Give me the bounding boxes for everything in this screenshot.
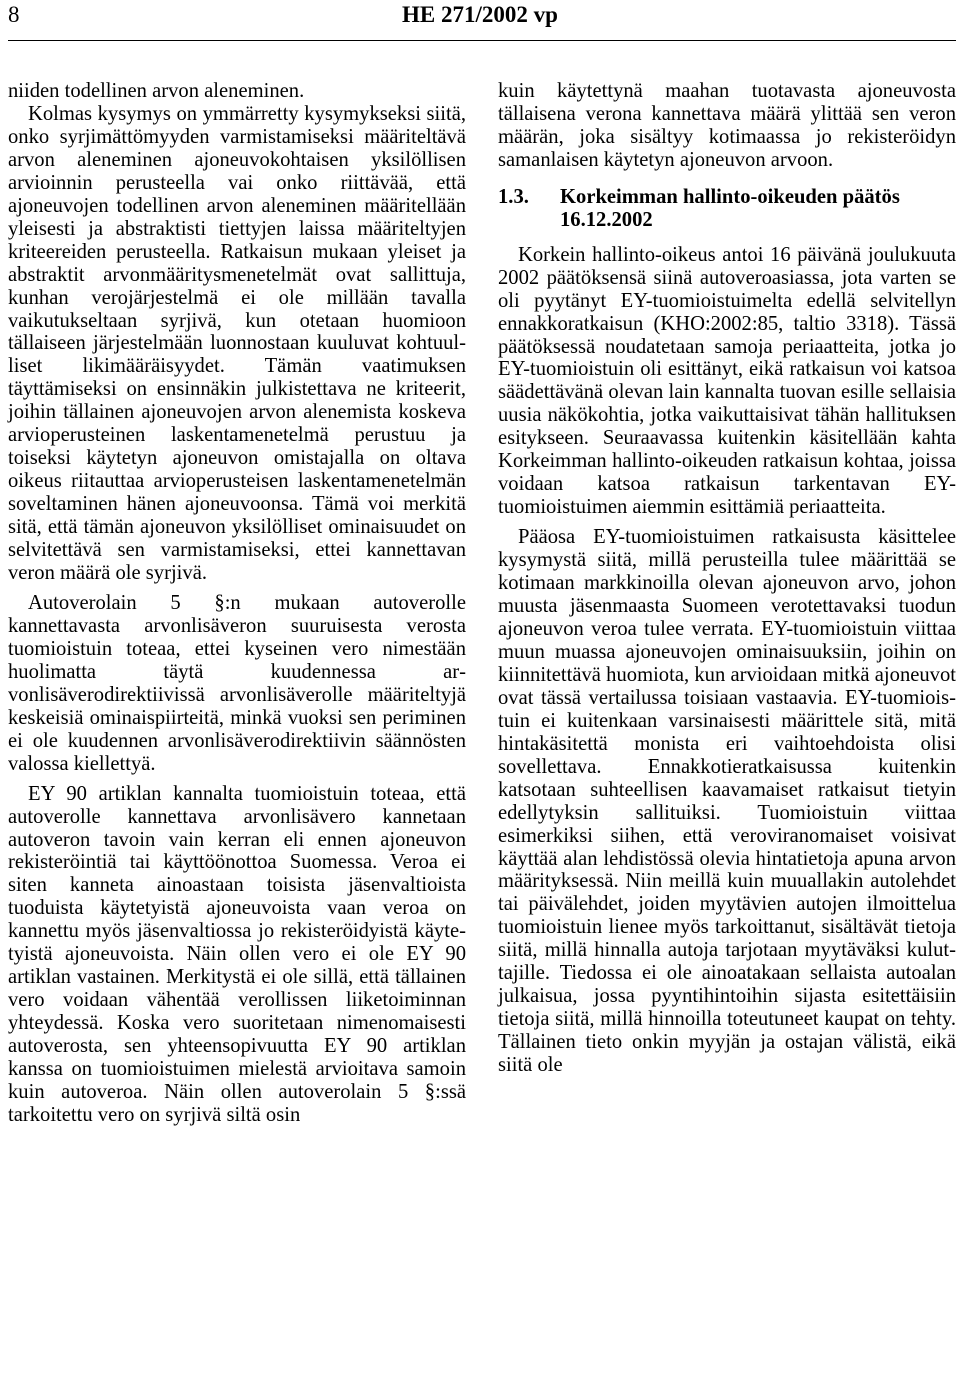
section-heading bbox=[498, 186, 956, 232]
paragraph: EY 90 artiklan kannalta tuomioistuin toteaa, että autoverolle kannettava arvonlisävero kannetaan autoveron tavoin vain kerran eli ennen ajoneuvon rekisteröintiä tai käyttöönottoa Suomessa. Veroa ei siten kanneta ainoastaan toisista jäsenvaltioista tuoduista käytetyistä ajoneuvoista vaan veroa on kannettu myös jäsenvaltiossa jo rekisteröidyistä käytetyistä ajoneuvoista. Näin ollen vero ei ole EY 90 artiklan vastainen. Merkitystä ei ole sillä, että tällainen vero voidaan vähentää verollissen liiketoiminnan yhteydessä. Koska vero suoritetaan nimenomaisesti autoverosta, sen yhteensopivuutta EY 90 artiklan kanssa on tuomioistuimen mielestä arvioitava samoin kuin autoveroa. Näin ollen autoverolain 5 §:ssä tarkoitettu vero on syrjivä siltä osin bbox=[8, 782, 466, 1126]
paragraph: kuin käytettynä maahan tuotavasta ajoneuvosta tällaisena verona kannettava määrä ylittää sen veron määrän, joka sisältyy kotimaassa jo rekisteröidyn samanlaisen käytetyn ajoneuvon arvoon. bbox=[498, 80, 956, 171]
paragraph: Autoverolain 5 §:n mukaan autoverolle kannettavasta arvonlisäveron suuruisesta verosta tuomioistuin toteaa, ettei kyseinen vero nimestään huolimatta täytä kuudennessa arvonlisäverodirektiivissä arvonlisäverolle määriteltyjä keskeisiä ominaispiirteitä, minkä vuoksi sen periminen ei ole kuudennen arvonlisäverodirektiivin säännösten valossa kiellettyä. bbox=[8, 591, 466, 775]
right-column bbox=[498, 80, 956, 1077]
document-id: HE 271/2002 vp bbox=[402, 2, 558, 27]
left-column bbox=[8, 80, 466, 1127]
page-header bbox=[0, 0, 960, 40]
paragraph: Pääosa EY-tuomioistuimen ratkaisusta käsittelee kysymystä siitä, millä perusteilla tulee määrittää se kotimaan markkinoilla olevan ajoneuvon arvo, johon muusta jäsenmaasta Suomeen verotettavaksi tuodun ajoneuvon veroa tulee verrata. EY-tuomioistuin viittaa muun muassa ajoneuvojen ominaisuuksiin, joihin on kiinnitettävä huomiota, kun arvioidaan mitkä ajoneuvot ovat tässä vertailussa toisiaan vastaavia. EY-tuomioistuin ei kuitenkaan varsinaisesti määrittele sitä, mitä hintakäsitettä monista eri vaihtoehdoista olisi sovellettava. Ennakkotieratkaisussa kuitenkin katsotaan suhteellisen kaavamaiset ratkaisut tietyin edellytyksin sallituiksi. Tuomioistuin viittaa esimerkiksi siihen, että veroviranomaiset voisivat käyttää alan lehdistössä olevia hintatietoja apuna arvon määrityksessä. Niin meillä kuin muuallakin autolehdet tai päivälehdet, joiden myytävien autojen ilmoittelua tuomioistuin lienee myös tarkoittanut, sisältävät tietoja siitä, millä hinnalla autoja tarjotaan myytäväksi kuluttajille. Tiedossa ei ole ainoatakaan sellaista autoalan julkaisua, jossa pyyntihintoihin sijasta esitettäisiin tietoja siitä, millä hinnoilla toteutuneet kaupat on tehty. Tällainen tieto onkin myyjän ja ostajan välistä, eikä siitä ole bbox=[498, 526, 956, 1077]
paragraph: Korkein hallinto-oikeus antoi 16 päivänä joulukuuta 2002 päätöksensä siinä autoveroasiassa, jota varten se oli pyytänyt EY-tuomioistuimelta edellä selvitellyn ennakkoratkaisun (KHO:2002:85, taltio 3318). Tässä päätöksessä noudatetaan samoja periaatteita, jotka jo EY-tuomioistuin oli esittänyt, eikä ratkaisun voi katsoa säädettävänä olevan lain kannalta tuovan esille sellaisia uusia näkökohtia, jotka vaikuttaisivat tähän hallituksen esitykseen. Seuraavassa kuitenkin käsitellään kahta Korkeimman hallinto-oikeuden ratkaisun kohtaa, joissa voidaan katsoa ratkaisun tarkentavan EY-tuomioistuimen aiemmin esittämiä periaatteita. bbox=[498, 243, 956, 519]
paragraph: Kolmas kysymys on ymmärretty kysymykseksi siitä, onko syrjimättömyyden varmistamiseksi määriteltävä arvon aleneminen ajoneuvokohtaisen yksilöllisen arvioinnin perusteella vai onko riittävää, että ajoneuvojen todellinen arvon aleneminen määritellään yleisesti ja abstraktisti tiettyjen laissa määriteltyjen kriteereiden perusteella. Ratkaisun mukaan yleiset ja abstraktit arvonmääritysmenetelmät ovat sallittuja, kunhan verojärjestelmä ei ole millään tavalla vaikutukseltaan syrjivä, kun otetaan huomioon tällaiseen järjestelmään luonnostaan kuuluvat kohtuulliset likimääräisyydet. Tämän vaatimuksen täyttämiseksi on ensinnäkin julkistettava ne kriteerit, joihin tällainen ajoneuvojen arvon alenemista koskeva arvioperusteinen laskentamenetelmä perustuu ja toiseksi käytetyn ajoneuvon omistajalla on oltava oikeus riitauttaa arvioperusteisen laskentamenetelmän soveltaminen hänen ajoneuvoonsa. Tämä voi merkitä sitä, että tämän ajoneuvon yksilölliset ominaisuudet on selvitettävä sen varmistamiseksi, ettei kannettavan veron määrä ole syrjivä. bbox=[8, 102, 466, 585]
header-rule bbox=[8, 40, 956, 41]
section-number: 1.3. bbox=[498, 185, 529, 208]
paragraph: niiden todellinen arvon aleneminen. bbox=[8, 80, 305, 102]
section-title: Korkeimman hallinto-oikeuden päätös 16.12.2002 bbox=[560, 185, 900, 231]
page-number: 8 bbox=[8, 2, 20, 27]
